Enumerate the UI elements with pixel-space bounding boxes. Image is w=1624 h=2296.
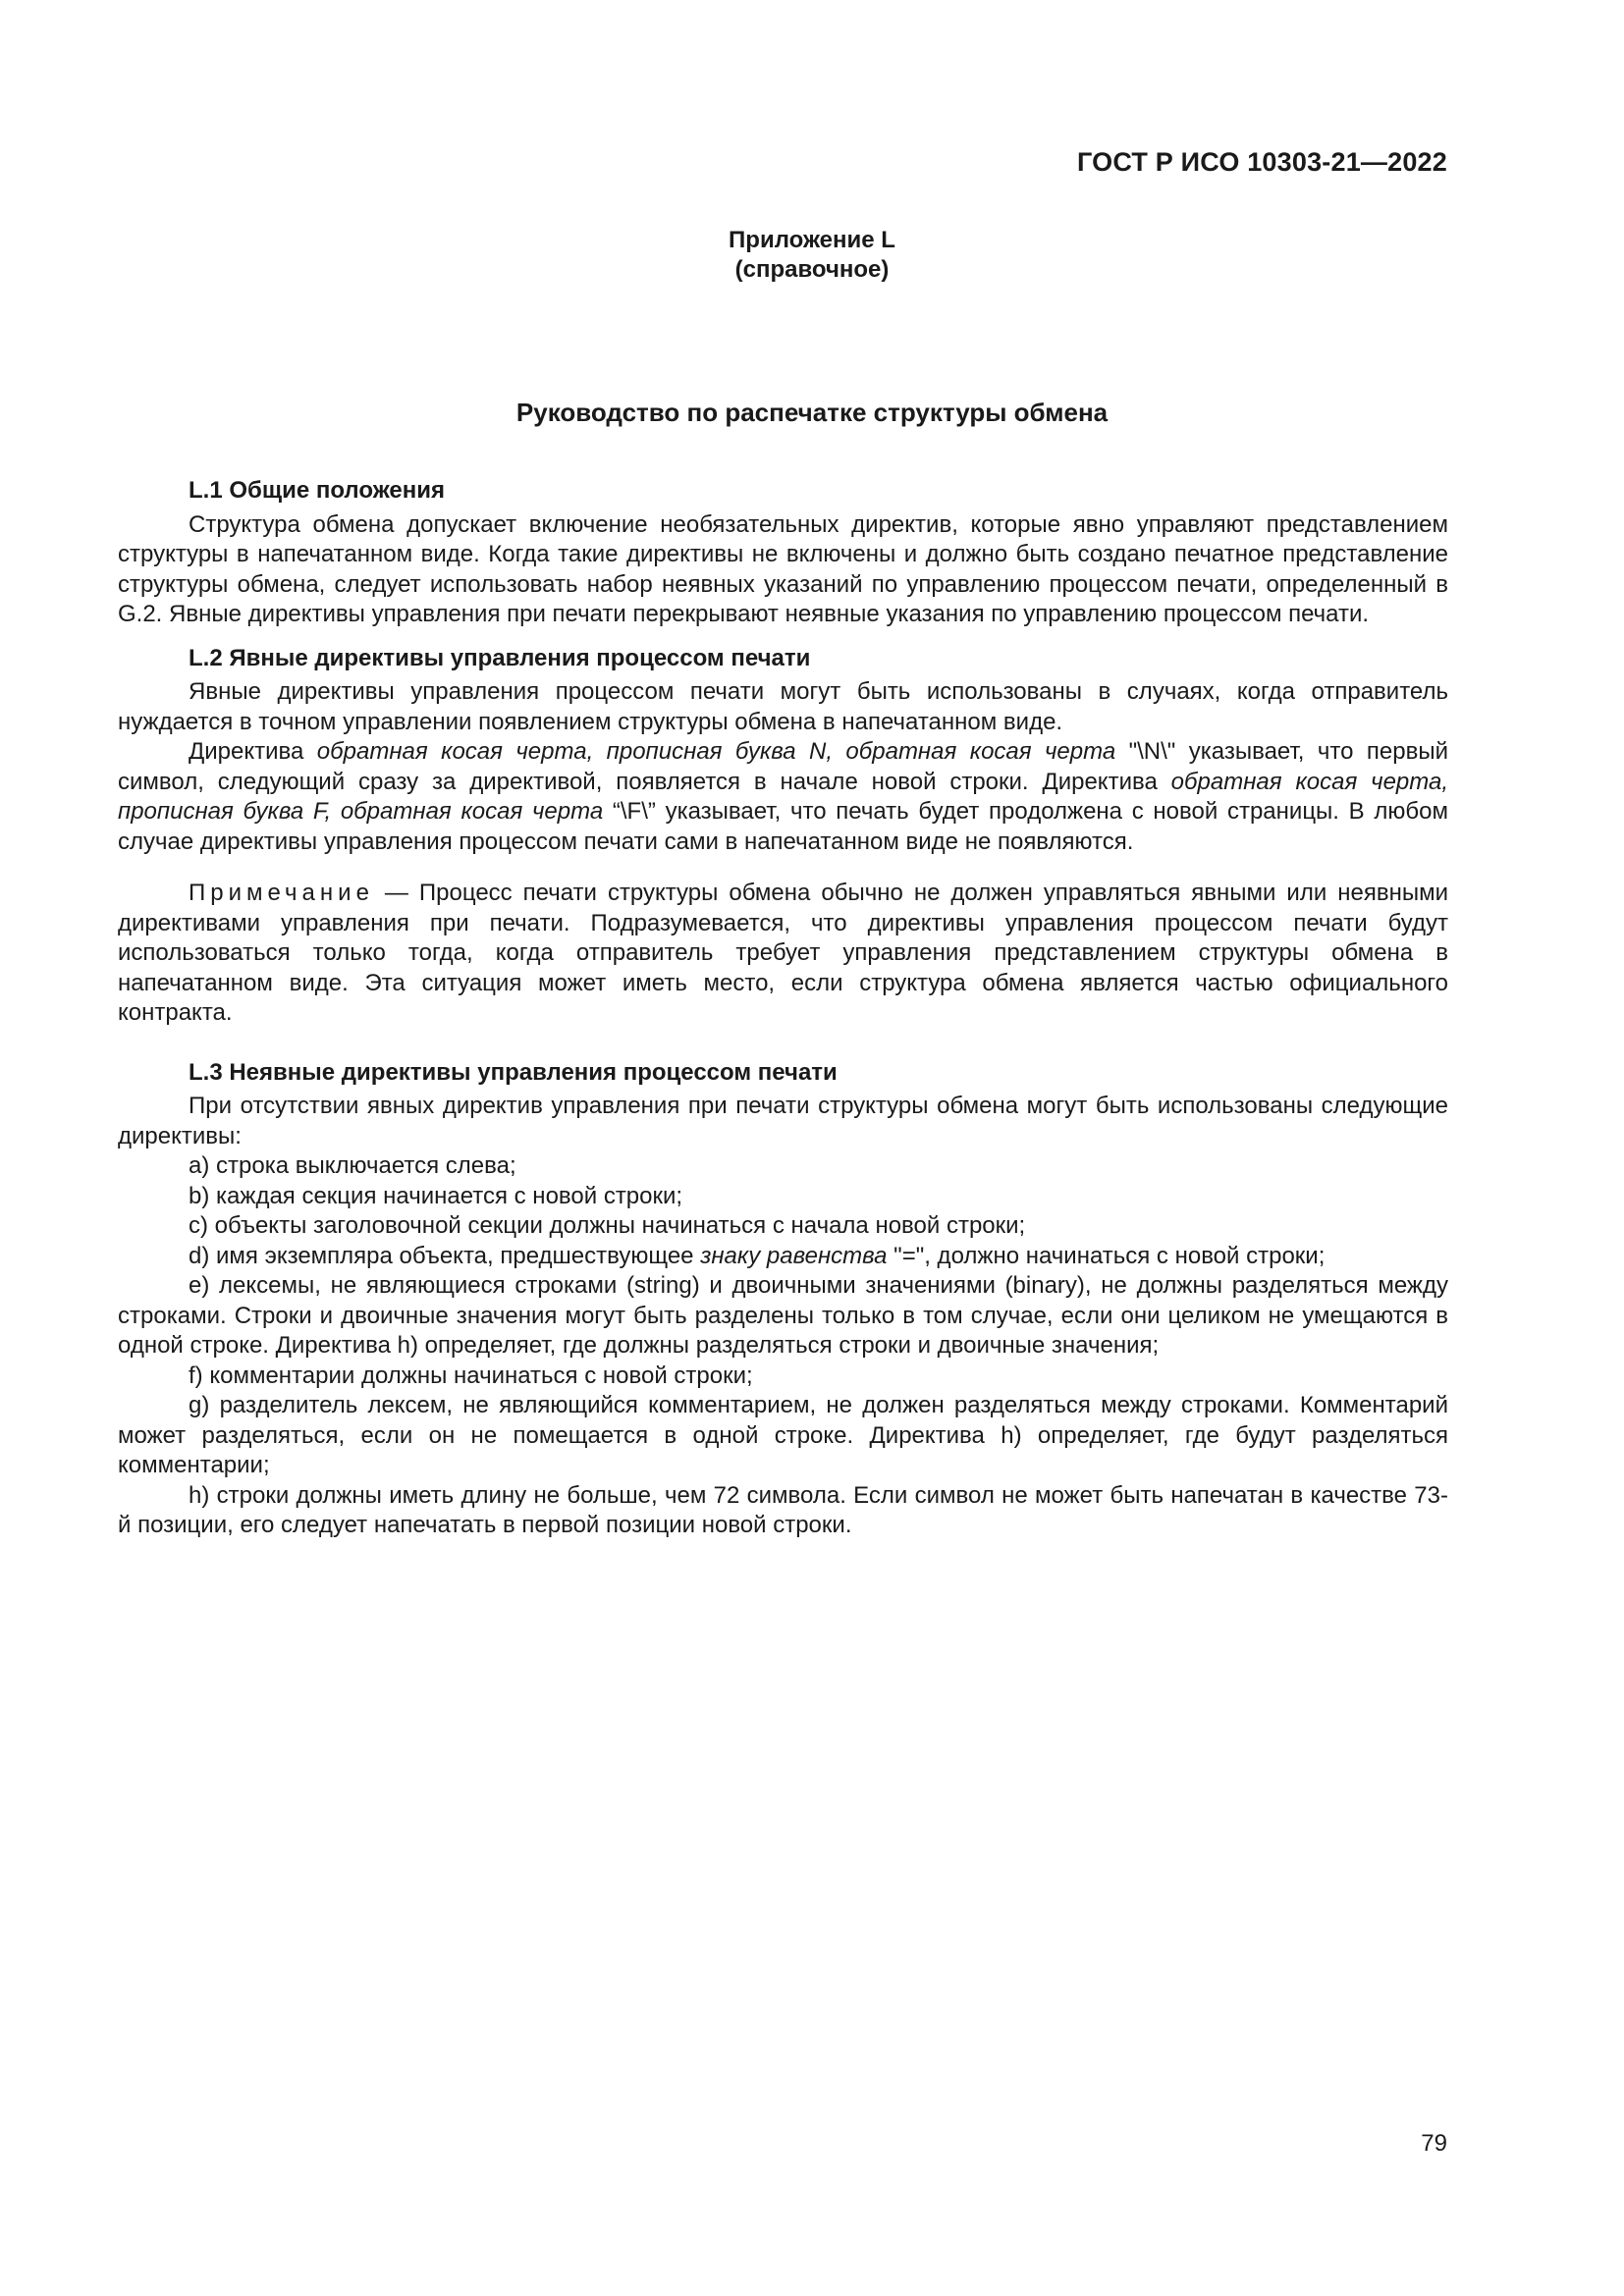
list-item: g) разделитель лексем, не являющийся комментарием, не должен разделяться между строками. Комментарий может разделяться, если он не помещается в одной строке. Директива h) определяет, где будут разделяться комментарии; xyxy=(118,1392,1448,1478)
paragraph: Структура обмена допускает включение необязательных директив, которые явно управляют представлением структуры в напечатанном виде. Когда такие директивы не включены и должно быть создано печатное представление структуры обмена, следует использовать набор неявных указаний по управлению процессом печати, определенный в G.2. Явные директивы управления при печати перекрывают неявные указания по управлению процессом печати. xyxy=(118,510,1448,627)
note-paragraph xyxy=(118,879,1448,1029)
list-item: a) строка выключается слева; xyxy=(189,1152,516,1179)
paragraph xyxy=(118,737,1448,857)
section-heading-l3: L.3 Неявные директивы управления процессом печати xyxy=(189,1058,838,1086)
document-body xyxy=(118,476,1448,1541)
note-label: Примечание xyxy=(189,880,374,906)
italic-term: обратная косая черта, прописная буква N, обратная косая черта xyxy=(316,738,1116,765)
list-item: e) лексемы, не являющиеся строками (string) и двоичными значениями (binary), не должны разделяться между строками. Строки и двоичные значения могут быть разделены только в том случае, если они целиком не умещаются в одной строке. Директива h) определяет, где должны разделяться строки и двоичные значения; xyxy=(118,1272,1448,1359)
list-item: f) комментарии должны начинаться с новой строки; xyxy=(189,1362,753,1389)
appendix-heading xyxy=(0,226,1624,285)
list-item: b) каждая секция начинается с новой строки; xyxy=(189,1182,683,1209)
text-run: “\F\” указывает, что печать будет продолжена с новой страницы. В любом случае директивы управления процессом печати сами в напечатанном виде не появляются. xyxy=(118,798,1448,855)
section-heading-l2: L.2 Явные директивы управления процессом печати xyxy=(189,644,811,671)
paragraph: При отсутствии явных директив управления при печати структуры обмена могут быть использованы следующие директивы: xyxy=(118,1093,1448,1149)
appendix-type: (справочное) xyxy=(734,256,890,283)
section-heading-l1: L.1 Общие положения xyxy=(189,477,445,504)
italic-term: обратная косая черта, прописная буква F, обратная косая черта xyxy=(118,768,1448,825)
paragraph: Явные директивы управления процессом печати могут быть использованы в случаях, когда отправитель нуждается в точном управлении появлением структуры обмена в напечатанном виде. xyxy=(118,678,1448,735)
appendix-label: Приложение L xyxy=(729,227,895,253)
text-run: "=", должно начинаться с новой строки; xyxy=(887,1242,1326,1269)
italic-term: знаку равенства xyxy=(700,1242,888,1269)
document-title: Руководство по распечатке структуры обмена xyxy=(515,398,1109,427)
text-run: d) имя экземпляра объекта, предшествующее xyxy=(189,1242,701,1269)
note-text: — Процесс печати структуры обмена обычно не должен управляться явными или неявными директивами управления при печати. Подразумевается, что директивы управления процессом печати будут использоваться только тогда, когда отправитель требует управления представлением структуры обмена в напечатанном виде. Эта ситуация может иметь место, если структура обмена является частью официального контракта. xyxy=(118,880,1448,1026)
text-run: "\N\" указывает, что первый символ, следующий сразу за директивой, появляется в начале новой строки. Директива xyxy=(118,738,1448,795)
page-header-standard-id: ГОСТ Р ИСО 10303-21—2022 xyxy=(1077,147,1447,177)
page-number: 79 xyxy=(1421,2130,1447,2157)
list-item xyxy=(118,1242,1448,1272)
list-item: c) объекты заголовочной секции должны начинаться с начала новой строки; xyxy=(189,1212,1026,1239)
list-item: h) строки должны иметь длину не больше, чем 72 символа. Если символ не может быть напечатан в качестве 73-й позиции, его следует напечатать в первой позиции новой строки. xyxy=(118,1481,1448,1538)
text-run: Директива xyxy=(189,738,317,765)
